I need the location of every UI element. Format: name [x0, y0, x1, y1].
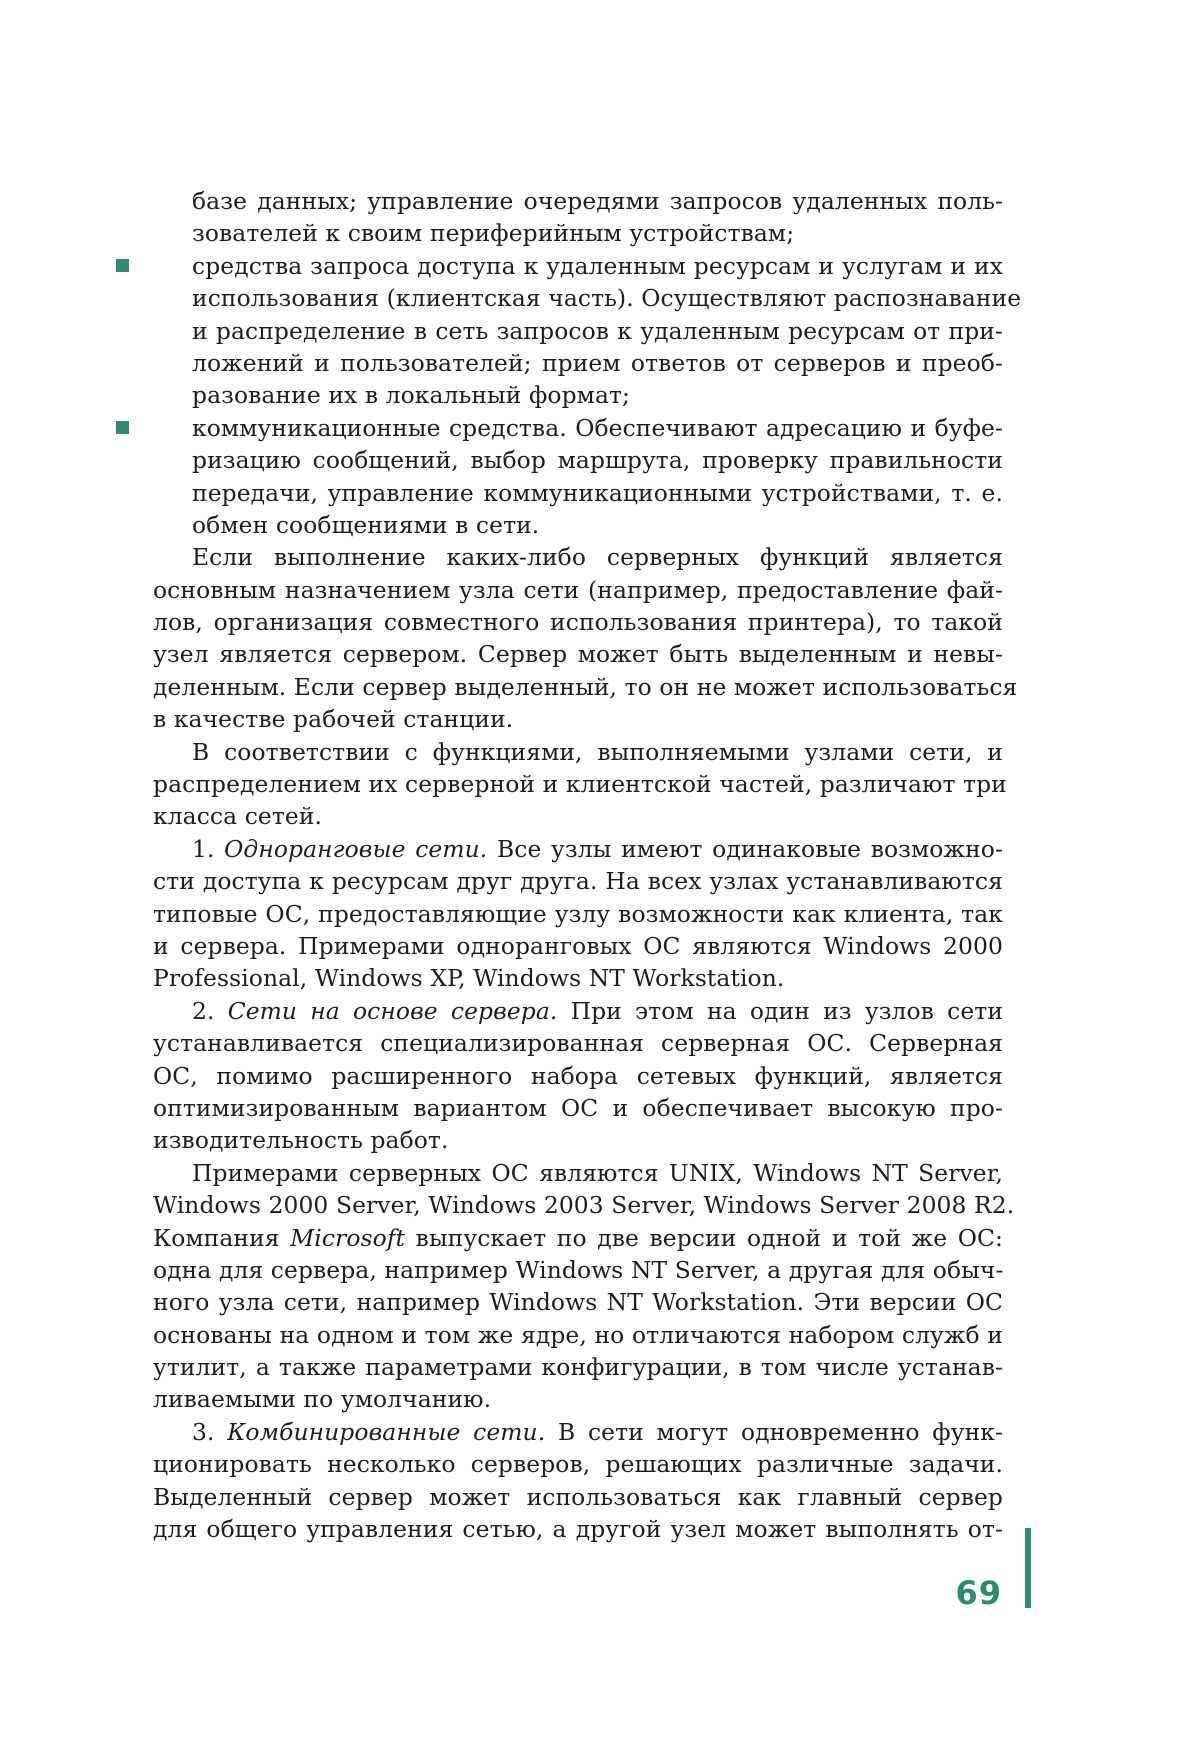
text-line: [153, 995, 1003, 1027]
text-line: [153, 1319, 1003, 1351]
line-text-rest: При этом на один из узлов сети: [557, 996, 1004, 1025]
line-text: утилит, а также параметрами конфигурации, в том числе устанав-: [153, 1353, 1003, 1382]
italic-term: Microsoft: [290, 1223, 406, 1252]
text-line: [153, 1092, 1003, 1124]
text-line: [153, 1448, 1003, 1480]
line-text: основаны на одном и том же ядре, но отличаются набором служб и: [153, 1320, 1003, 1349]
line-text: 2.: [192, 996, 228, 1025]
line-text: Professional, Windows XP, Windows NT Workstation.: [153, 964, 785, 993]
text-line: [153, 1416, 1003, 1448]
line-text: Компания: [153, 1223, 291, 1252]
body-text: [153, 185, 1022, 1545]
text-line: [153, 1027, 1003, 1059]
line-text: узел является сервером. Сервер может быть выделенным и невы-: [153, 640, 1003, 669]
bullet-square-icon: [116, 421, 129, 434]
line-text: класса сетей.: [153, 802, 323, 831]
line-text: Windows 2000 Server, Windows 2003 Server, Windows Server 2008 R2.: [153, 1191, 1015, 1220]
line-text: ризацию сообщений, выбор маршрута, проверку правильности: [192, 446, 1003, 475]
line-text: коммуникационные средства. Обеспечивают адресацию и буфе-: [192, 413, 1003, 442]
line-text-rest: Все узлы имеют одинаковые возможно-: [487, 834, 1003, 863]
text-line: [153, 541, 1003, 573]
text-line: [153, 800, 1003, 832]
italic-term: Сети на основе сервера.: [227, 996, 558, 1025]
line-text: для общего управления сетью, а другой узел может выполнять от-: [153, 1515, 1003, 1544]
text-line: [153, 509, 1003, 541]
text-line: [153, 736, 1003, 768]
line-text: зователей к своим периферийным устройствам;: [192, 219, 795, 248]
line-text-rest: выпускает по две версии одной и той же ОС:: [405, 1223, 1004, 1252]
line-text: обмен сообщениями в сети.: [192, 510, 540, 539]
page-number: 69: [955, 1574, 1002, 1612]
text-line: [153, 898, 1003, 930]
line-text: лов, организация совместного использования принтера), то такой: [153, 608, 1003, 637]
line-text: и распределение в сеть запросов к удаленным ресурсам от при-: [192, 316, 1003, 345]
text-line: [153, 1157, 1003, 1189]
italic-term: Одноранговые сети.: [224, 834, 488, 863]
text-line: [153, 703, 1003, 735]
line-text: передачи, управление коммуникационными устройствами, т. е.: [192, 478, 1003, 507]
text-line: [153, 962, 1003, 994]
line-text: 3.: [192, 1417, 228, 1446]
text-line: [153, 1222, 1003, 1254]
line-text: базе данных; управление очередями запросов удаленных поль-: [192, 187, 1003, 215]
text-line: [153, 1124, 1003, 1156]
line-text: типовые ОС, предоставляющие узлу возможности как клиента, так: [153, 899, 1003, 928]
bullet-list-line: [153, 250, 1003, 282]
line-text: Если выполнение каких-либо серверных функций является: [192, 543, 1003, 572]
line-text: устанавливается специализированная серверная ОС. Серверная: [153, 1029, 1003, 1058]
bullet-list-line: [153, 412, 1003, 444]
text-line: [153, 1383, 1003, 1415]
text-line: [153, 217, 1003, 249]
line-text: средства запроса доступа к удаленным ресурсам и услугам и их: [192, 251, 1003, 280]
line-text: оптимизированным вариантом ОС и обеспечивает высокую про-: [153, 1093, 1003, 1122]
line-text: ционировать несколько серверов, решающих различные задачи.: [153, 1450, 1003, 1479]
line-text: и сервера. Примерами одноранговых ОС являются Windows 2000: [153, 931, 1003, 960]
line-text: ного узла сети, например Windows NT Workstation. Эти версии ОС: [153, 1288, 1003, 1317]
line-text: ложений и пользователей; прием ответов от серверов и преоб-: [192, 348, 1003, 377]
text-line: [153, 1254, 1003, 1286]
text-line: [153, 638, 1003, 670]
line-text: изводительность работ.: [153, 1126, 449, 1155]
text-line: [153, 379, 1003, 411]
line-text: использования (клиентская часть). Осуществляют распознавание: [192, 284, 1022, 313]
italic-term: Комбинированные сети.: [227, 1417, 546, 1446]
text-line: [153, 1189, 1015, 1221]
text-line: [153, 1060, 1003, 1092]
line-text: ливаемыми по умолчанию.: [153, 1385, 492, 1414]
text-line: [153, 347, 1003, 379]
text-line: [153, 444, 1003, 476]
line-text: Выделенный сервер может использоваться как главный сервер: [153, 1482, 1003, 1511]
line-text: ОС, помимо расширенного набора сетевых функций, является: [153, 1061, 1003, 1090]
text-line: [153, 865, 1003, 897]
text-line: [153, 315, 1003, 347]
line-text: разование их в локальный формат;: [192, 381, 631, 410]
line-text-rest: В сети могут одновременно функ-: [545, 1417, 1003, 1446]
text-line: [153, 768, 1007, 800]
text-line: [153, 185, 1003, 217]
text-line: [153, 930, 1003, 962]
line-text: распределением их серверной и клиентской частей, различают три: [153, 770, 1007, 799]
line-text: 1.: [192, 834, 225, 863]
line-text: В соответствии с функциями, выполняемыми узлами сети, и: [192, 737, 1003, 766]
text-line: [153, 1351, 1003, 1383]
line-text: в качестве рабочей станции.: [153, 705, 514, 734]
line-text: деленным. Если сервер выделенный, то он не может использоваться: [153, 672, 1018, 701]
line-text: Примерами серверных ОС являются UNIX, Windows NT Server,: [192, 1158, 1003, 1187]
page-number-rule: [1025, 1528, 1031, 1608]
text-line: [153, 477, 1003, 509]
line-text: сти доступа к ресурсам друг друга. На всех узлах устанавливаются: [153, 867, 1003, 896]
line-text: основным назначением узла сети (например, предоставление фай-: [153, 575, 1003, 604]
text-line: [153, 671, 1018, 703]
line-text: одна для сервера, например Windows NT Server, а другая для обыч-: [153, 1255, 1004, 1284]
bullet-square-icon: [116, 259, 129, 272]
text-line: [153, 833, 1003, 865]
text-line: [153, 1513, 1003, 1545]
text-line: [153, 574, 1003, 606]
text-line: [153, 1481, 1003, 1513]
text-line: [153, 282, 1022, 314]
text-line: [153, 606, 1003, 638]
text-line: [153, 1286, 1003, 1318]
